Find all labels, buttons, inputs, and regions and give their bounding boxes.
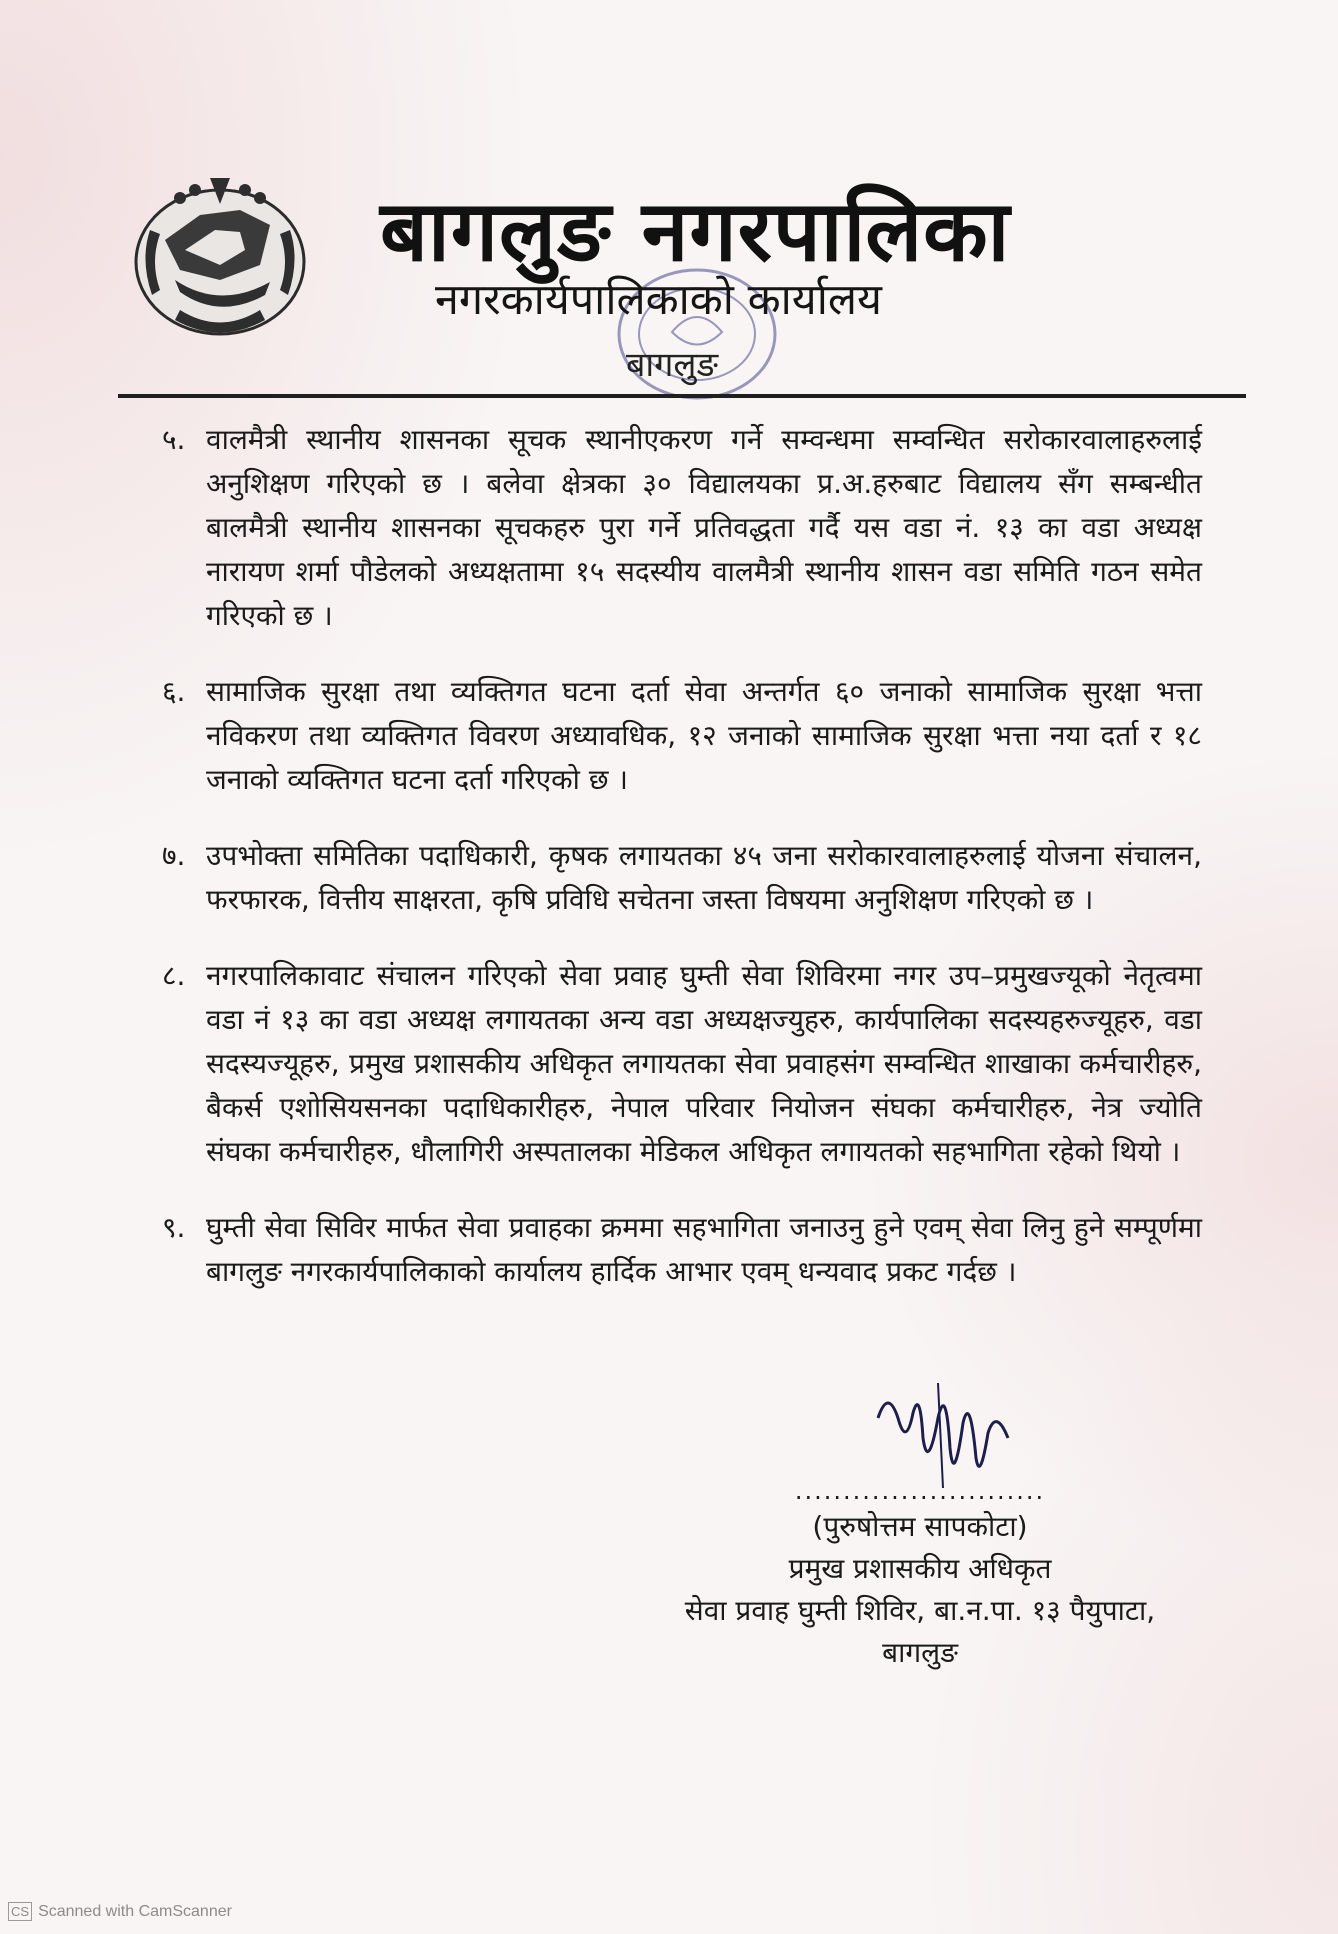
- signatory-name: (पुरुषोत्तम सापकोटा): [812, 1510, 1028, 1543]
- item-text: सामाजिक सुरक्षा तथा व्यक्तिगत घटना दर्ता सेवा अन्तर्गत ६० जनाको सामाजिक सुरक्षा भत्ता नविकरण तथा व्यक्तिगत विवरण अध्यावधिक, १२ जनाको सामाजिक सुरक्षा भत्ता नया दर्ता र १८ जनाको व्यक्तिगत घटना दर्ता गरिएको छ ।: [206, 675, 1202, 796]
- scanner-watermark: [8, 1902, 232, 1921]
- item-number: ६.: [162, 675, 186, 708]
- item-text: वालमैत्री स्थानीय शासनका सूचक स्थानीएकरण गर्ने सम्वन्धमा सम्वन्धित सरोकारवालाहरुलाई अनुशिक्षण गरिएको छ । बलेवा क्षेत्रका ३० विद्यालयका प्र.अ.हरुबाट विद्यालय सँग सम्बन्धीत बालमैत्री स्थानीय शासनका सूचकहरु पुरा गर्ने प्रतिवद्धता गर्दै यस वडा नं. १३ का वडा अध्यक्ष नारायण शर्मा पौडेलको अध्यक्षतामा १५ सदस्यीय वालमैत्री स्थानीय शासन वडा समिति गठन समेत गरिएको छ ।: [206, 423, 1202, 632]
- document-body: [162, 418, 1202, 1326]
- list-item: [162, 1206, 1202, 1294]
- item-text: उपभोक्ता समितिका पदाधिकारी, कृषक लगायतका ४५ जना सरोकारवालाहरुलाई योजना संचालन, फरफारक, वित्तीय साक्षरता, कृषि प्रविधि सचेतना जस्ता विषयमा अनुशिक्षण गरिएको छ ।: [206, 839, 1202, 916]
- office-place: बागलुङ: [626, 345, 719, 385]
- signatory-designation: प्रमुख प्रशासकीय अधिकृत: [788, 1552, 1052, 1585]
- item-number: ८.: [162, 959, 186, 992]
- scanner-text: Scanned with CamScanner: [38, 1902, 232, 1920]
- list-item: [162, 834, 1202, 922]
- list-item: [162, 418, 1202, 638]
- item-text: घुम्ती सेवा सिविर मार्फत सेवा प्रवाहका क्रममा सहभागिता जनाउनु हुने एवम् सेवा लिनु हुने सम्पूर्णमा बागलुङ नगरकार्यपालिकाको कार्यालय हार्दिक आभार एवम् धन्यवाद प्रकट गर्दछ ।: [206, 1211, 1202, 1288]
- office-subtitle: नगरकार्यपालिकाको कार्यालय: [435, 275, 882, 325]
- item-text: नगरपालिकावाट संचालन गरिएको सेवा प्रवाह घुम्ती सेवा शिविरमा नगर उप–प्रमुखज्यूको नेतृत्वमा वडा नं १३ का वडा अध्यक्ष लगायतका अन्य वडा अध्यक्षज्युहरु, कार्यपालिका सदस्यहरुज्यूहरु, वडा सदस्यज्यूहरु, प्रमुख प्रशासकीय अधिकृत लगायतका सेवा प्रवाहसंग सम्वन्धित शाखाका कर्मचारीहरु, बैकर्स एशोसियसनका पदाधिकारीहरु, नेपाल परिवार नियोजन संघका कर्मचारीहरु, नेत्र ज्योति संघका कर्मचारीहरु, धौलागिरी अस्पतालका मेडिकल अधिकृत लगायतको सहभागिता रहेको थियो ।: [206, 959, 1202, 1168]
- signatory-event: सेवा प्रवाह घुम्ती शिविर, बा.न.पा. १३ पैयुपाटा,: [684, 1594, 1156, 1627]
- list-item: [162, 670, 1202, 802]
- office-title: बागलुङ नगरपालिका: [380, 182, 1011, 280]
- item-number: ७.: [162, 839, 186, 872]
- nepal-emblem-logo: [120, 170, 320, 350]
- list-item: [162, 954, 1202, 1174]
- camscanner-icon: CS: [8, 1902, 32, 1921]
- signatory-block: [640, 1470, 1200, 1674]
- item-number: ५.: [162, 423, 186, 456]
- signature-line: ..........................: [794, 1477, 1046, 1505]
- signatory-place: बागलुङ: [882, 1636, 958, 1669]
- header-divider: [118, 394, 1246, 398]
- item-number: ९.: [162, 1211, 186, 1244]
